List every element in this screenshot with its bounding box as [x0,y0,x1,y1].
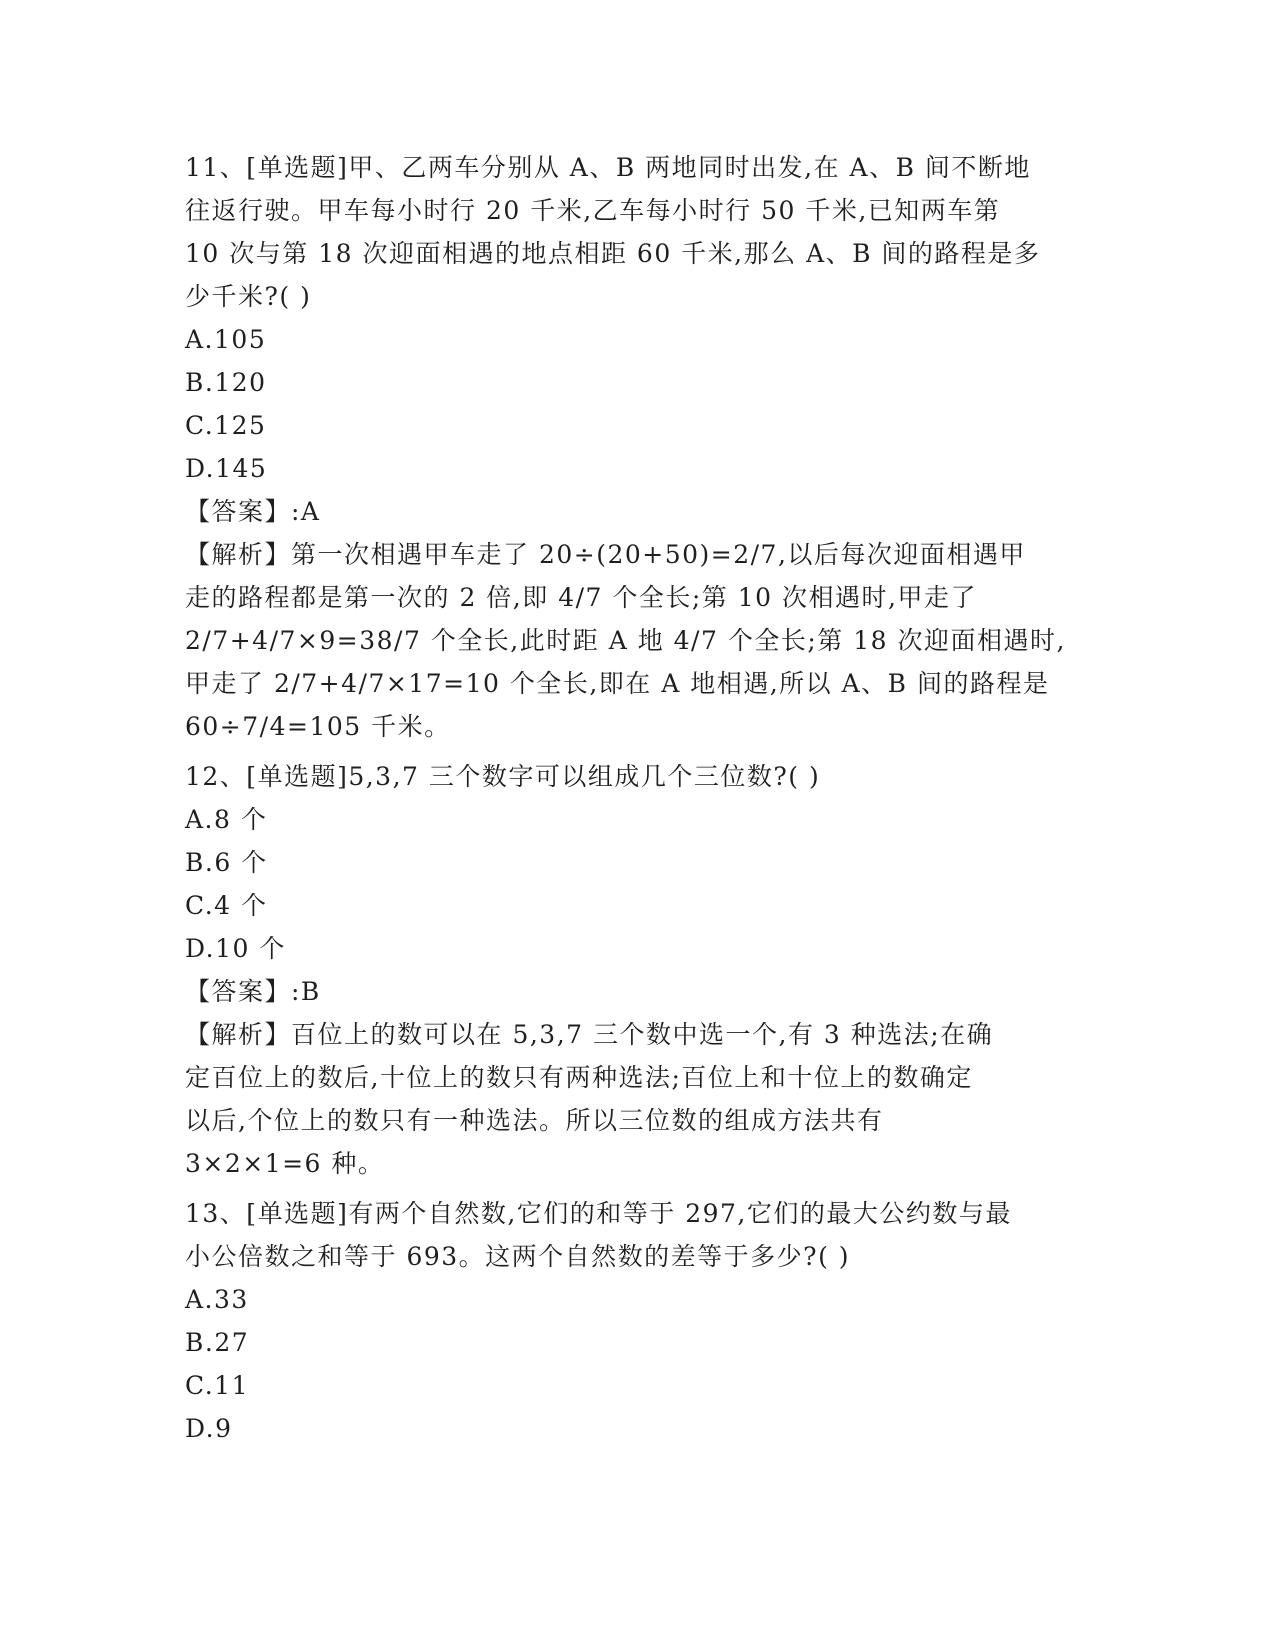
analysis-line: 60÷7/4=105 千米。 [185,712,451,741]
analysis-line: 走的路程都是第一次的 2 倍,即 4/7 个全长;第 10 次相遇时,甲走了 [185,583,977,612]
analysis-line: 【解析】第一次相遇甲车走了 20÷(20+50)=2/7,以后每次迎面相遇甲 [185,540,1026,569]
option-d: D.9 [185,1414,233,1443]
analysis-line: 以后,个位上的数只有一种选法。所以三位数的组成方法共有 [185,1106,884,1135]
analysis-line: 甲走了 2/7+4/7×17=10 个全长,即在 A 地相遇,所以 A、B 间的路程是 [185,669,1050,698]
option-a: A.105 [185,325,267,354]
option-d: D.10 个 [185,934,286,963]
question-stem-line: 13、[单选题]有两个自然数,它们的和等于 297,它们的最大公约数与最 [185,1199,1012,1228]
answer-line: 【答案】:B [185,977,321,1006]
analysis-line: 3×2×1=6 种。 [185,1149,385,1178]
question-stem-line: 少千米?( ) [185,282,312,311]
question-stem-line: 12、[单选题]5,3,7 三个数字可以组成几个三位数?( ) [185,762,821,791]
option-b: B.27 [185,1328,250,1357]
option-d: D.145 [185,454,268,483]
analysis-line: 2/7+4/7×9=38/7 个全长,此时距 A 地 4/7 个全长;第 18 次迎面相遇时, [185,626,1066,655]
option-c: C.11 [185,1371,249,1400]
option-a: A.33 [185,1285,249,1314]
question-11 [185,146,1085,748]
analysis-line: 【解析】百位上的数可以在 5,3,7 三个数中选一个,有 3 种选法;在确 [185,1020,994,1049]
option-c: C.4 个 [185,891,268,920]
option-b: B.6 个 [185,848,268,877]
question-13 [185,1192,1085,1450]
question-stem-line: 小公倍数之和等于 693。这两个自然数的差等于多少?( ) [185,1242,851,1271]
question-gap [185,1185,1085,1192]
question-gap [185,748,1085,755]
option-c: C.125 [185,411,267,440]
question-stem-line: 往返行驶。甲车每小时行 20 千米,乙车每小时行 50 千米,已知两车第 [185,196,1001,225]
question-stem-line: 11、[单选题]甲、乙两车分别从 A、B 两地同时出发,在 A、B 间不断地 [185,153,1031,182]
answer-line: 【答案】:A [185,497,321,526]
option-a: A.8 个 [185,805,268,834]
question-stem-line: 10 次与第 18 次迎面相遇的地点相距 60 千米,那么 A、B 间的路程是多 [185,239,1041,268]
document-page [185,146,1085,1450]
question-12 [185,755,1085,1185]
analysis-line: 定百位上的数后,十位上的数只有两种选法;百位上和十位上的数确定 [185,1063,973,1092]
option-b: B.120 [185,368,267,397]
